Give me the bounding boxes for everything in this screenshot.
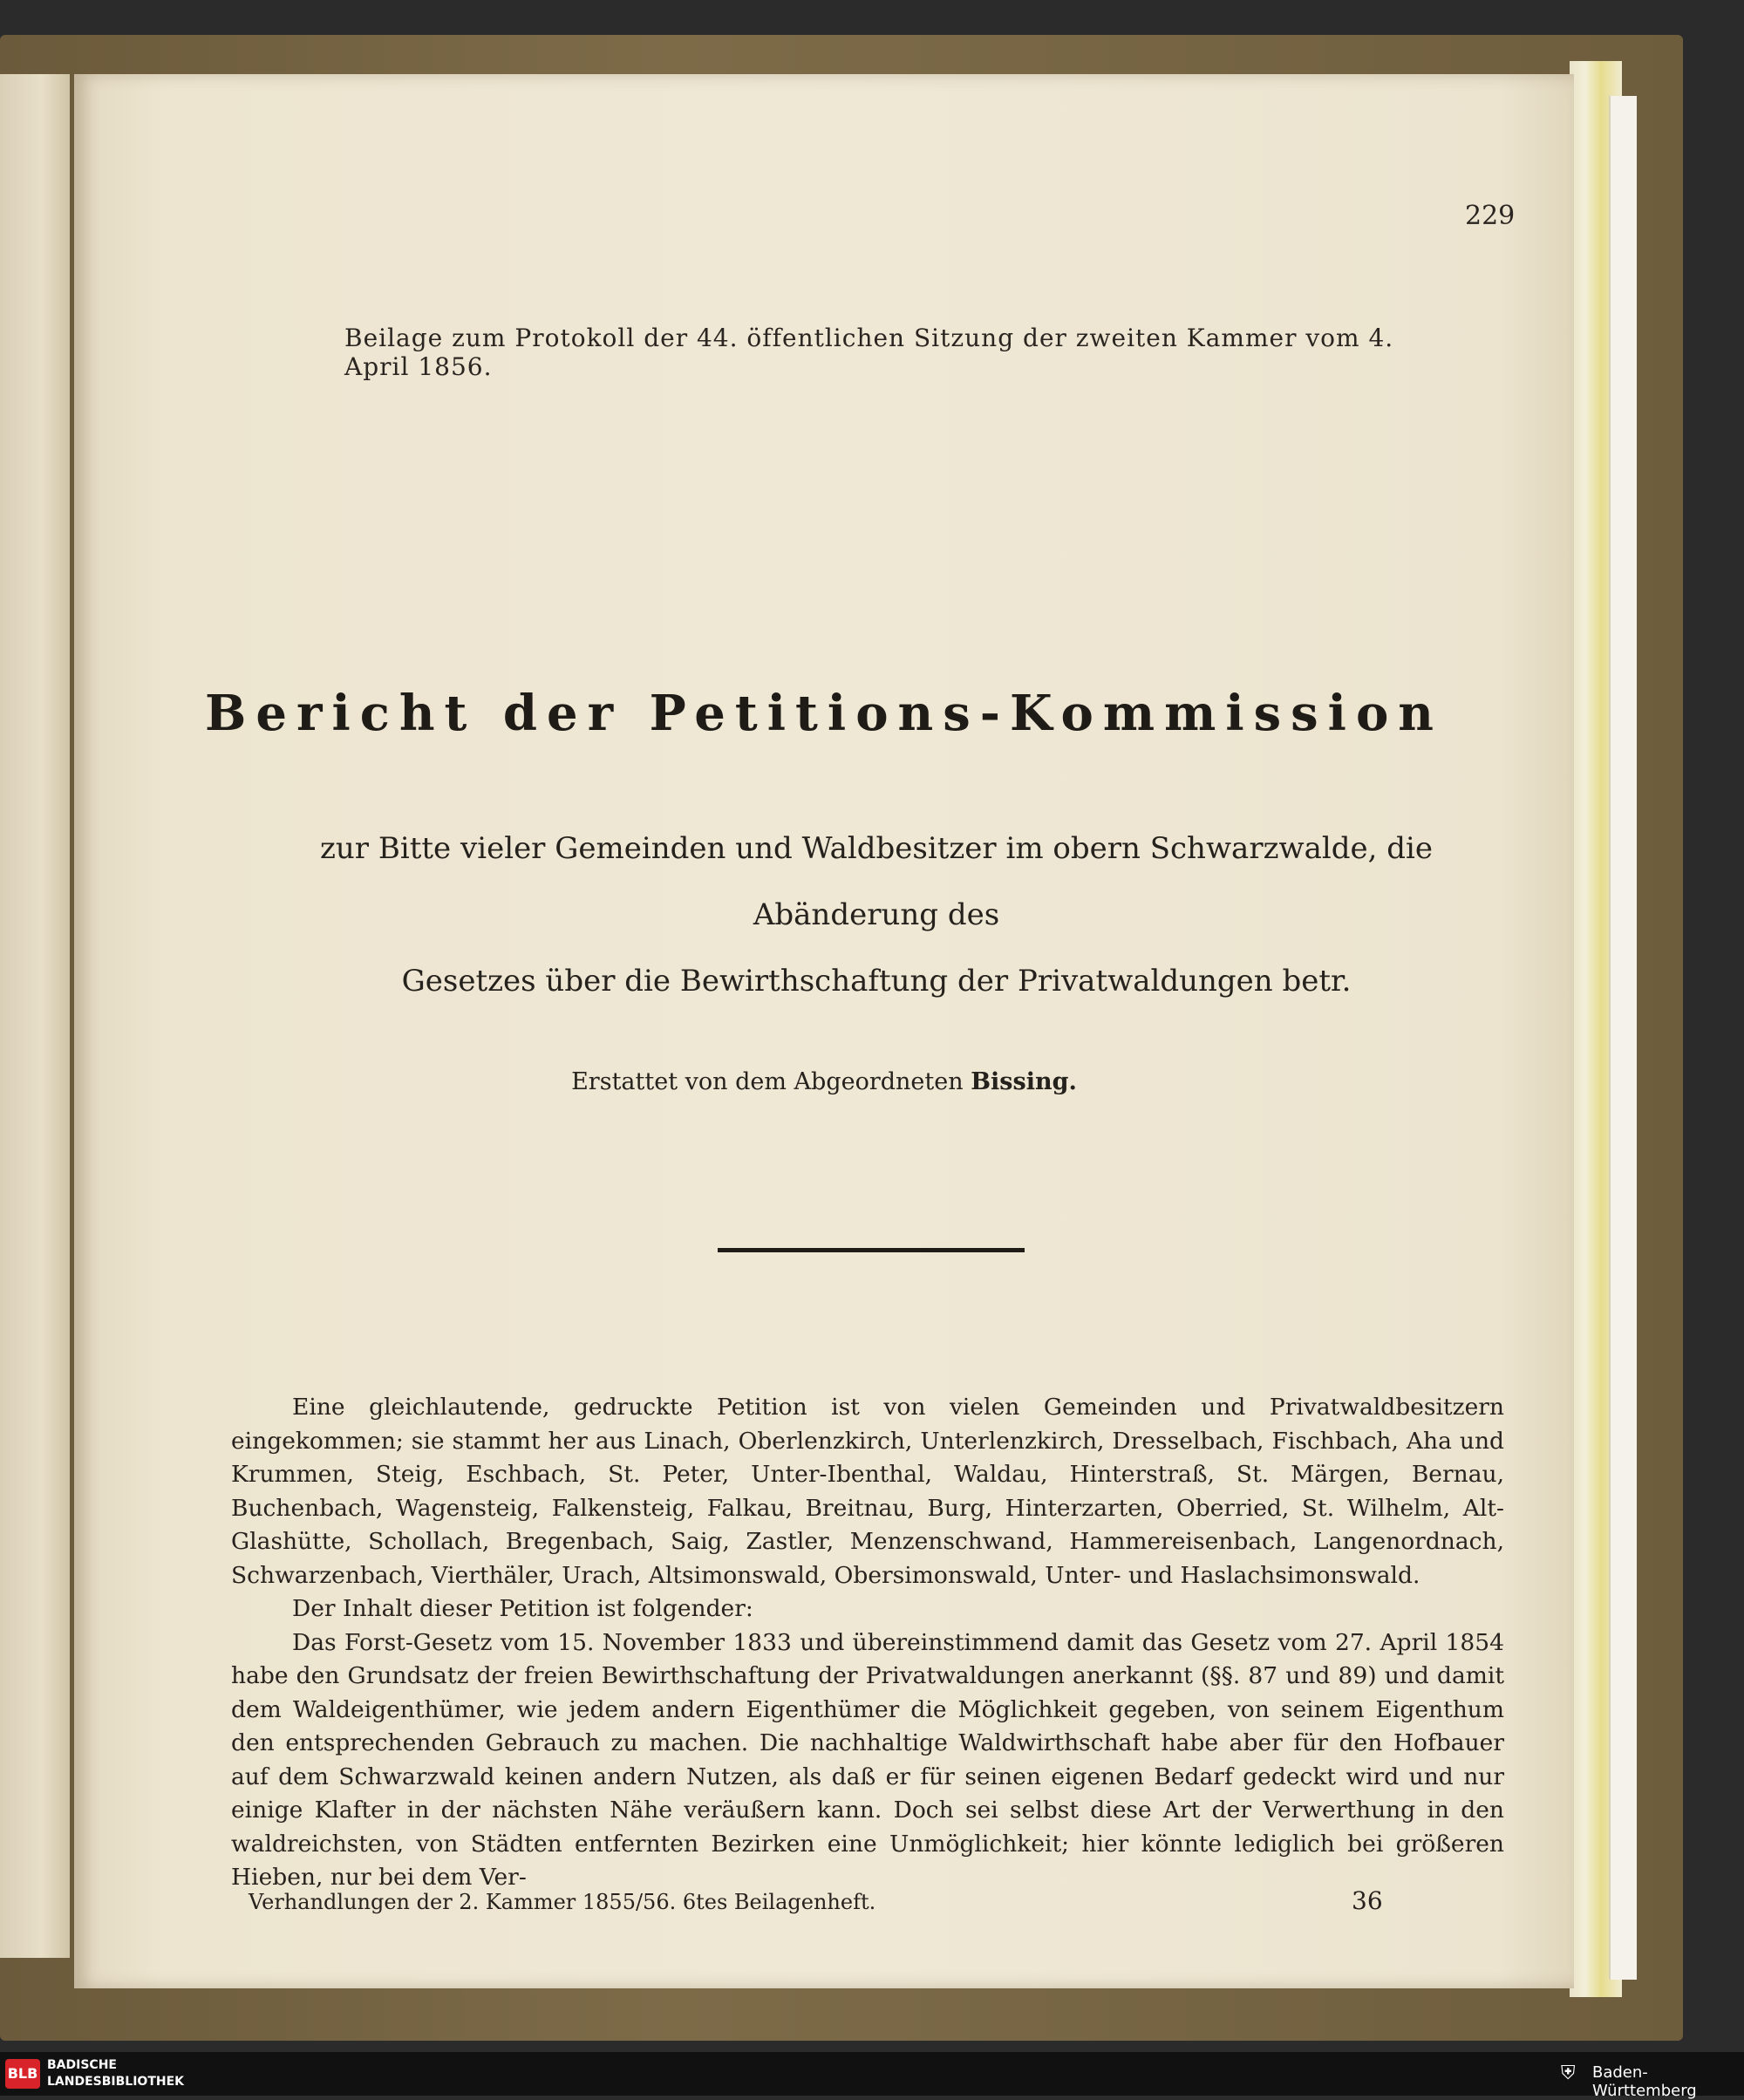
paragraph: Der Inhalt dieser Petition ist folgender: [292,1595,753,1622]
blb-logo-icon[interactable]: BLB [5,2059,40,2089]
paragraph: Das Forst-Gesetz vom 15. November 1833 und übereinstimmend damit das Gesetz vom 27. April 1854 habe den Grundsatz der freien Bewirthschaftung der Privatwaldungen anerkannt (§§. 87 und 89) und damit dem Waldeigenthümer, wie jedem andern Eigenthümer die Möglichkeit gegeben, von seinem Eigenthum den entsprechenden Gebrauch zu machen. Die nachhaltige Waldwirthschaft habe aber für den Hofbauer auf dem Schwarzwald keinen andern Nutzen, als daß er für seinen eigenen Bedarf gedeckt wird und nur einige Klafter in der nächsten Nähe veräußern kann. Doch sei selbst diese Art der Verwerthung in den waldreichsten, von Städten entfernten Bezirken eine Unmöglichkeit; hier könnte lediglich bei größeren Hieben, nur bei dem Ver- [231,1628,1504,1891]
page-number: 229 [1465,201,1516,231]
footer-sheet-number: 36 [1352,1886,1383,1915]
left-page-edge [0,74,70,1958]
author-prefix: Erstattet von dem Abgeordneten [571,1068,964,1095]
page-edge [1609,96,1637,1980]
subtitle-line-2: Gesetzes über die Bewirthschaftung der Privatwaldungen betr. [401,964,1352,999]
running-head: Beilage zum Protokoll der 44. öffentlichen Sitzung der zweiten Kammer vom 4. April 1856. [344,324,1394,381]
separator-rule [718,1248,1025,1252]
body-text [231,1391,1504,1895]
library-name-line-2: LANDESBIBLIOTHEK [47,2075,185,2089]
coat-of-arms-icon: ⛨ [1561,2062,1576,2084]
state-name[interactable]: Baden-Württemberg [1592,2063,1697,2100]
viewer-footer-bar [0,2052,1744,2100]
library-name-line-1: BADISCHE [47,2058,117,2072]
author-name: Bissing. [971,1068,1077,1095]
paragraph: Eine gleichlautende, gedruckte Petition ist von vielen Gemeinden und Privatwaldbesitzern eingekommen; sie stammt her aus Linach, Oberlenzkirch, Unterlenzkirch, Dresselbach, Fischbach, Aha und Krummen, Steig, Eschbach, St. Peter, Unter-Ibenthal, Waldau, Hinterstraß, St. Märgen, Bernau, Buchenbach, Wagensteig, Falkensteig, Falkau, Breitnau, Burg, Hinterzarten, Oberried, St. Wilhelm, Alt-Glashütte, Schollach, Bregenbach, Saig, Zastler, Menzenschwand, Hammereisenbach, Langenordnach, Schwarzenbach, Vierthäler, Urach, Altsimonswald, Obersimonswald, Unter- und Haslachsimonswald. [231,1394,1504,1589]
subtitle-line-1: zur Bitte vieler Gemeinden und Waldbesitzer im obern Schwarzwalde, die Abänderung des [320,831,1433,932]
footer-signature: Verhandlungen der 2. Kammer 1855/56. 6tes Beilagenheft. [249,1890,876,1914]
report-title: Bericht der Petitions-Kommission [204,685,1444,742]
author-line [74,1068,1574,1095]
document-page [74,74,1574,1988]
report-subtitle [231,815,1522,1014]
library-name[interactable] [47,2057,184,2090]
